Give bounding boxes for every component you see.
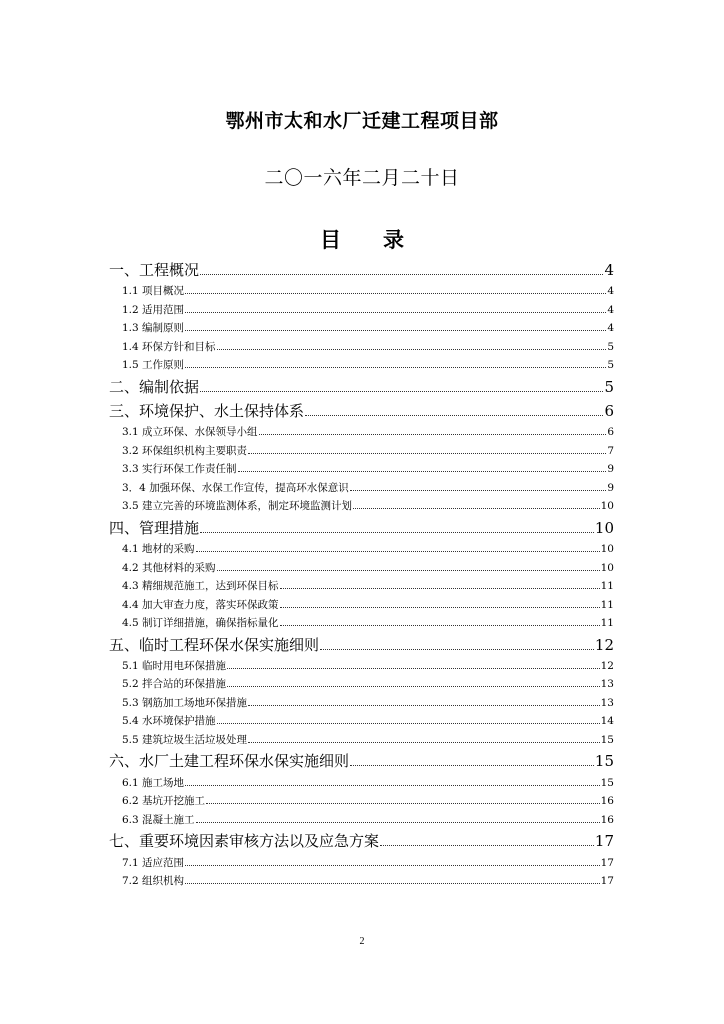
toc-entry-label: 4.1 地材的采购 — [122, 543, 195, 556]
toc-entry-label: 5.1 临时用电环保措施 — [122, 659, 227, 672]
toc-entry-page: 11 — [600, 598, 614, 611]
toc-entry-page: 5 — [604, 377, 614, 396]
toc-entry-page: 16 — [600, 813, 614, 826]
toc-section-entry[interactable] — [109, 712, 614, 731]
toc-entry-page: 13 — [600, 696, 614, 709]
toc-dot-leader — [227, 686, 600, 687]
toc-section-entry[interactable] — [109, 442, 614, 461]
toc-dot-leader — [185, 293, 606, 294]
toc-entry-page: 9 — [607, 463, 614, 476]
toc-chapter-entry[interactable] — [109, 258, 614, 282]
toc-chapter-entry[interactable] — [109, 749, 614, 773]
toc-dot-leader — [280, 625, 600, 626]
toc-entry-label: 二、编制依据 — [109, 377, 200, 396]
toc-heading — [0, 224, 724, 254]
toc-entry-label: 七、重要环境因素审核方法以及应急方案 — [109, 832, 380, 851]
toc-dot-leader — [185, 865, 600, 866]
toc-entry-label: 7.2 组织机构 — [122, 875, 185, 888]
toc-dot-leader — [185, 785, 600, 786]
toc-section-entry[interactable] — [109, 479, 614, 498]
toc-entry-label: 4.3 精细规范施工，达到环保目标 — [122, 580, 279, 593]
toc-dot-leader — [196, 822, 600, 823]
toc-entry-label: 5.5 建筑垃圾生活垃圾处理 — [122, 733, 248, 746]
toc-dot-leader — [196, 551, 600, 552]
toc-chapter-entry[interactable] — [109, 633, 614, 657]
toc-dot-leader — [238, 471, 607, 472]
toc-entry-label: 3.5 建立完善的环境监测体系，制定环境监测计划 — [122, 500, 353, 513]
toc-entry-page: 12 — [594, 635, 614, 654]
toc-entry-label: 3.3 实行环保工作责任制 — [122, 463, 237, 476]
toc-section-entry[interactable] — [109, 731, 614, 750]
toc-dot-leader — [185, 367, 606, 368]
toc-entry-page: 4 — [604, 261, 614, 279]
toc-dot-leader — [248, 453, 606, 454]
toc-section-entry[interactable] — [109, 614, 614, 633]
toc-entry-page: 13 — [600, 678, 614, 691]
toc-dot-leader — [248, 705, 600, 706]
toc-entry-label: 4.4 加大审查力度，落实环保政策 — [122, 598, 279, 611]
toc-entry-page: 10 — [600, 543, 614, 556]
toc-section-entry[interactable] — [109, 460, 614, 479]
toc-entry-page: 11 — [600, 617, 614, 630]
toc-entry-page: 10 — [600, 500, 614, 513]
toc-chapter-entry[interactable] — [109, 516, 614, 540]
toc-section-entry[interactable] — [109, 301, 614, 320]
toc-entry-label: 1.3 编制原则 — [122, 322, 185, 335]
toc-dot-leader — [227, 668, 600, 669]
toc-entry-label: 7.1 适应范围 — [122, 856, 185, 869]
toc-dot-leader — [217, 349, 607, 350]
toc-dot-leader — [185, 330, 606, 331]
toc-dot-leader — [259, 434, 607, 435]
toc-entry-label: 4.2 其他材料的采购 — [122, 561, 216, 574]
toc-dot-leader — [280, 588, 600, 589]
toc-section-entry[interactable] — [109, 792, 614, 811]
toc-entry-label: 1.4 环保方针和目标 — [122, 340, 216, 353]
toc-entry-page: 7 — [607, 444, 614, 457]
toc-entry-page: 17 — [600, 856, 614, 869]
toc-entry-label: 3．4 加强环保、水保工作宣传，提高环水保意识 — [122, 481, 349, 494]
toc-dot-leader — [305, 415, 603, 416]
toc-dot-leader — [320, 649, 594, 650]
toc-entry-label: 1.5 工作原则 — [122, 359, 185, 372]
toc-dot-leader — [206, 803, 600, 804]
toc-entry-page: 15 — [600, 733, 614, 746]
toc-entry-label: 3.2 环保组织机构主要职责 — [122, 444, 248, 457]
toc-entry-label: 6.3 混凝土施工 — [122, 813, 195, 826]
toc-dot-leader — [350, 765, 594, 766]
toc-heading-char-2: 录 — [383, 228, 404, 252]
toc-entry-label: 4.5 制订详细措施，确保指标量化 — [122, 617, 279, 630]
toc-entry-label: 5.4 水环境保护措施 — [122, 715, 216, 728]
toc-section-entry[interactable] — [109, 596, 614, 615]
toc-section-entry[interactable] — [109, 675, 614, 694]
toc-section-entry[interactable] — [109, 423, 614, 442]
toc-dot-leader — [185, 883, 600, 884]
toc-entry-page: 17 — [594, 832, 614, 851]
toc-dot-leader — [280, 607, 600, 608]
toc-dot-leader — [185, 312, 606, 313]
toc-entry-label: 一、工程概况 — [109, 261, 200, 279]
toc-heading-char-1: 目 — [320, 228, 341, 252]
toc-entry-label: 四、管理措施 — [109, 518, 200, 537]
toc-dot-leader — [217, 570, 600, 571]
toc-section-entry[interactable] — [109, 811, 614, 830]
toc-section-entry[interactable] — [109, 854, 614, 873]
toc-section-entry[interactable] — [109, 774, 614, 793]
toc-section-entry[interactable] — [109, 356, 614, 375]
toc-entry-page: 5 — [607, 359, 614, 372]
toc-chapter-entry[interactable] — [109, 829, 614, 853]
toc-section-entry[interactable] — [109, 694, 614, 713]
toc-entry-page: 17 — [600, 875, 614, 888]
toc-entry-label: 5.2 拌合站的环保措施 — [122, 678, 227, 691]
toc-dot-leader — [353, 508, 600, 509]
page-number: 2 — [359, 936, 365, 947]
toc-entry-label: 三、环境保护、水土保持体系 — [109, 402, 305, 421]
toc-dot-leader — [380, 845, 594, 846]
toc-entry-page: 15 — [600, 776, 614, 789]
toc-entry-label: 3.1 成立环保、水保领导小组 — [122, 426, 258, 439]
toc-section-entry[interactable] — [109, 319, 614, 338]
toc-entry-page: 14 — [600, 715, 614, 728]
toc-entry-page: 4 — [607, 303, 614, 316]
toc-entry-page: 6 — [607, 426, 614, 439]
toc-entry-page: 16 — [600, 795, 614, 808]
toc-entry-label: 六、水厂土建工程环保水保实施细则 — [109, 752, 350, 771]
toc-entry-page: 10 — [594, 518, 614, 537]
document-date: 二〇一六年二月二十日 — [264, 167, 460, 189]
toc-section-entry[interactable] — [109, 497, 614, 516]
toc-dot-leader — [200, 532, 594, 533]
toc-dot-leader — [350, 490, 607, 491]
toc-entry-page: 10 — [600, 561, 614, 574]
toc-entry-page: 15 — [594, 752, 614, 771]
toc-dot-leader — [248, 742, 600, 743]
toc-section-entry[interactable] — [109, 657, 614, 676]
toc-entry-page: 6 — [604, 402, 614, 421]
toc-entry-page: 11 — [600, 580, 614, 593]
toc-section-entry[interactable] — [109, 282, 614, 301]
toc-chapter-entry[interactable] — [109, 375, 614, 399]
toc-entry-page: 4 — [607, 285, 614, 298]
toc-section-entry[interactable] — [109, 338, 614, 357]
toc-section-entry[interactable] — [109, 872, 614, 891]
toc-entry-label: 6.2 基坑开挖施工 — [122, 795, 206, 808]
toc-entry-page: 12 — [600, 659, 614, 672]
toc-dot-leader — [200, 274, 603, 275]
toc-dot-leader — [200, 391, 603, 392]
toc-entry-label: 6.1 施工场地 — [122, 776, 185, 789]
toc-entry-page: 5 — [607, 340, 614, 353]
toc-dot-leader — [217, 723, 600, 724]
table-of-contents — [109, 258, 614, 891]
toc-section-entry[interactable] — [109, 577, 614, 596]
toc-entry-page: 4 — [607, 322, 614, 335]
toc-entry-label: 1.2 适用范围 — [122, 303, 185, 316]
toc-entry-label: 五、临时工程环保水保实施细则 — [109, 635, 320, 654]
toc-section-entry[interactable] — [109, 559, 614, 578]
toc-section-entry[interactable] — [109, 540, 614, 559]
toc-entry-page: 9 — [607, 481, 614, 494]
organization-title: 鄂州市太和水厂迁建工程项目部 — [225, 110, 499, 132]
toc-chapter-entry[interactable] — [109, 399, 614, 423]
toc-entry-label: 1.1 项目概况 — [122, 285, 185, 298]
toc-entry-label: 5.3 钢筋加工场地环保措施 — [122, 696, 248, 709]
